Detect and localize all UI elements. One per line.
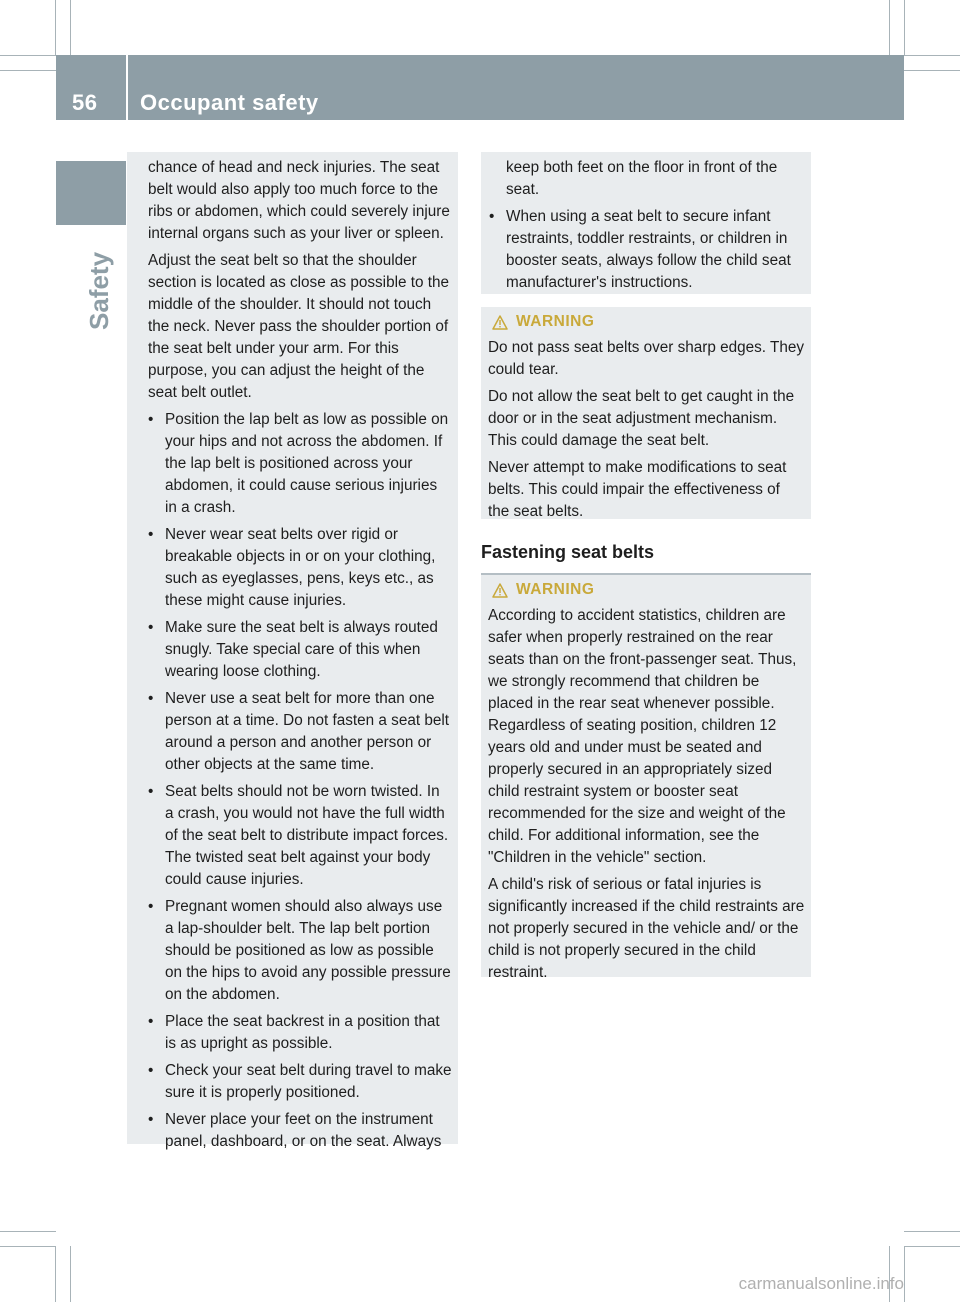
continuation-panel xyxy=(481,152,811,294)
list-item-text: Pregnant women should also always use a lap-shoulder belt. The lap belt portion should be positioned as low as possible on the hips to avoid any possible pressure on the abdomen. xyxy=(165,898,451,1003)
warning-box xyxy=(481,575,811,981)
list-item xyxy=(148,1109,452,1153)
body-paragraph: chance of head and neck injuries. The seat belt would also apply too much force to the ribs or abdomen, which could severely injure internal organs such as your liver or spleen. xyxy=(148,159,450,242)
list-item xyxy=(148,896,452,1006)
bullet-glyph: • xyxy=(148,619,154,636)
crop-mark xyxy=(904,0,905,55)
bullet-glyph: • xyxy=(148,526,154,543)
crop-mark xyxy=(70,0,71,55)
warning-header xyxy=(488,581,805,599)
warning-header xyxy=(488,313,805,331)
crop-mark xyxy=(889,0,890,55)
warning-text: Do not pass seat belts over sharp edges. They could tear. xyxy=(488,339,805,378)
bullet-glyph: • xyxy=(148,690,154,707)
page-number: 56 xyxy=(72,90,98,115)
warning-text: Do not allow the seat belt to get caught in the door or in the seat adjustment mechanism. This could damage the seat belt. xyxy=(488,388,795,449)
warning-text: According to accident statistics, children are safer when properly restrained on the rear seats than on the front-passenger seat. Thus, we strongly recommend that children be placed in the rear seat whenever possible. Regardless of seating position, children 12 years old and under must be seated and properly secured in an appropriately sized child restraint system or booster seat recommended for the size and weight of the child. For additional information, see the "Children in the vehicle" section. xyxy=(488,607,797,866)
page-title: Occupant safety xyxy=(140,90,319,115)
list-item xyxy=(148,524,452,612)
bullet-glyph: • xyxy=(489,208,495,225)
bullet-glyph: • xyxy=(148,411,154,428)
warning-text: Never attempt to make modifications to seat belts. This could impair the effectiveness of the seat belts. xyxy=(488,459,787,520)
crop-mark xyxy=(0,1231,56,1232)
header-divider xyxy=(126,55,128,120)
warning-title: WARNING xyxy=(516,313,595,330)
crop-mark xyxy=(0,70,56,71)
crop-mark xyxy=(55,0,56,55)
bullet-glyph: • xyxy=(148,1111,154,1128)
list-item-text: Make sure the seat belt is always routed snugly. Take special care of this when wearing loose clothing. xyxy=(165,619,438,680)
list-item xyxy=(489,206,805,294)
list-item xyxy=(148,688,452,776)
list-item-text: Seat belts should not be worn twisted. In a crash, you would not have the full width of the seat belt to distribute impact forces. The twisted seat belt against your body could cause injuries. xyxy=(165,783,449,888)
list-item-text: When using a seat belt to secure infant restraints, toddler restraints, or children in booster seats, always follow the child seat manufacturer's instructions. xyxy=(506,208,791,291)
bullet-glyph: • xyxy=(148,1013,154,1030)
bullet-glyph: • xyxy=(148,898,154,915)
side-tab-label: Safety xyxy=(84,251,114,330)
crop-mark xyxy=(904,1231,960,1232)
crop-mark xyxy=(904,1246,960,1247)
warning-text: A child's risk of serious or fatal injuries is significantly increased if the child restraints are not properly secured in the vehicle and/ or the child is not properly secured in the child restraint. xyxy=(488,876,805,981)
bullet-list xyxy=(148,409,452,1153)
crop-mark xyxy=(904,70,960,71)
crop-mark xyxy=(904,55,960,56)
list-item-text: Never wear seat belts over rigid or breakable objects in or on your clothing, such as eyeglasses, pens, keys etc., as these might cause injuries. xyxy=(165,526,436,609)
bullet-list xyxy=(489,206,805,294)
list-item-text: Never place your feet on the instrument panel, dashboard, or on the seat. Always xyxy=(165,1111,442,1150)
warning-triangle-icon xyxy=(492,583,508,598)
body-paragraph: Adjust the seat belt so that the shoulder section is located as close as possible to the middle of the shoulder. It should not touch the neck. Never pass the shoulder portion of the seat belt under your arm. For this purpose, you can adjust the height of the seat belt outlet. xyxy=(148,252,450,401)
list-item-text: Check your seat belt during travel to make sure it is properly positioned. xyxy=(165,1062,452,1101)
list-item-text: Place the seat backrest in a position that is as upright as possible. xyxy=(165,1013,440,1052)
crop-mark xyxy=(0,1246,56,1247)
list-item xyxy=(148,617,452,683)
footer-watermark: carmanualsonline.info xyxy=(738,1274,904,1293)
list-item xyxy=(148,1011,452,1055)
list-item-text: Never use a seat belt for more than one person at a time. Do not fasten a seat belt around a person and another person or other objects at the same time. xyxy=(165,690,450,773)
bullet-glyph: • xyxy=(148,783,154,800)
list-item xyxy=(148,1060,452,1104)
list-item-text: Position the lap belt as low as possible on your hips and not across the abdomen. If the lap belt is positioned across your abdomen, it could cause serious injuries in a crash. xyxy=(165,411,449,516)
crop-mark xyxy=(70,1246,71,1302)
crop-mark xyxy=(904,1246,905,1302)
crop-mark xyxy=(55,1246,56,1302)
body-paragraph: keep both feet on the floor in front of the seat. xyxy=(506,159,778,198)
warning-title: WARNING xyxy=(516,581,595,598)
side-tab xyxy=(56,161,126,225)
list-item xyxy=(148,409,452,519)
left-text-panel xyxy=(127,152,458,1150)
bullet-glyph: • xyxy=(148,1062,154,1079)
list-item xyxy=(148,781,452,891)
section-heading: Fastening seat belts xyxy=(481,542,811,575)
warning-box xyxy=(481,307,811,519)
crop-mark xyxy=(0,55,56,56)
warning-triangle-icon xyxy=(492,315,508,330)
